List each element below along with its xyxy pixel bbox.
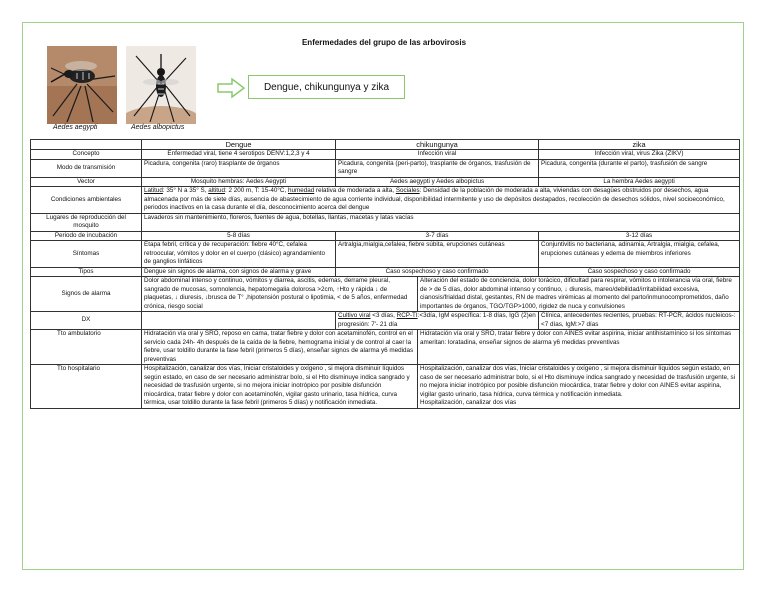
topic-box: Dengue, chikungunya y zika <box>248 75 405 99</box>
sociales-label: Sociales <box>395 187 420 194</box>
row-signos-alarma <box>31 277 740 312</box>
row-reproduccion <box>31 213 740 231</box>
pcr-label: RCP-TI <box>396 312 418 319</box>
row-label: Signos de alarma <box>31 277 142 312</box>
row-condiciones-ambientales <box>31 187 740 214</box>
row-label: Síntomas <box>31 241 142 268</box>
row-label: Tto ambulatorio <box>31 330 142 365</box>
cell-zika: Clínica, antecedentes recientes, pruebas: RT-PCR, ácidos nucleicos-:<7 días, IgM:>7 días <box>539 312 740 330</box>
row-tto-hospitalario <box>31 365 740 409</box>
row-label: Vector <box>31 177 142 187</box>
cultivo-label: Cultivo viral <box>338 312 371 319</box>
row-label: Lugares de reproducción del mosquito <box>31 213 142 231</box>
column-header-dengue: Dengue <box>142 140 336 150</box>
cell-zika: 3-12 días <box>539 231 740 241</box>
row-sintomas <box>31 241 740 268</box>
row-dx <box>31 312 740 330</box>
table-header-row <box>31 140 740 150</box>
row-concepto <box>31 150 740 160</box>
cell-dengue: 5-8 días <box>142 231 336 241</box>
row-label: Condiciones ambientales <box>31 187 142 214</box>
cell-zika: Conjuntivitis no bacteriana, adinamia, Artralgia, mialgia, cefalea, erupciones cutáneas y edema de miembros inferiores <box>539 241 740 268</box>
arbovirosis-table <box>30 139 740 409</box>
row-label: Modo de transmisión <box>31 159 142 177</box>
cell-dengue: Etapa febril, crítica y de recuperación: fiebre 40°C, cefalea retroocular, vómitos y dolor en el cuerpo (clásico) agrandamiento de ganglios linfáticos <box>142 241 336 268</box>
cultivo-value: <3 días, <box>370 312 397 319</box>
arrow-right-icon <box>217 78 245 98</box>
cell-dengue <box>142 312 336 330</box>
cell-chikungunya: Infección viral <box>336 150 539 160</box>
row-tto-ambulatorio <box>31 330 740 365</box>
cell-dengue: Picadura, congenita (raro) trasplante de órganos <box>142 159 336 177</box>
row-label: Tipos <box>31 267 142 277</box>
cell-chikungunya-zika: Hospitalización, canalizar dos vías, Iniciar cristaloides y oxígeno , si mejora disminuir líquidos según estado, en caso de ser necesario administrar bolo, si el Hto disminuye indica sangrado y necesidad de trasfusión urgente, si no mejora iniciar inotrópico por posible disfunción miocárdica, tratar fiebre y dolor con AINES evitar aspirina, vigilar gasto urinario, tasa hídrica, curva térmica y notificación inmediata. Hospitalización, canalizar dos vías <box>418 365 740 409</box>
cell-zika: La hembra Aedes aegypti <box>539 177 740 187</box>
cell-chikungunya: Caso sospechoso y caso confirmado <box>336 267 539 277</box>
cell-dengue: Enfermedad viral, tiene 4 serotipos DENV:1,2,3 y 4 <box>142 150 336 160</box>
column-header-zika: zika <box>539 140 740 150</box>
row-vector <box>31 177 740 187</box>
aedes-albopictus-caption: Aedes albopictus <box>131 124 185 131</box>
cell-dengue: Mosquito hembras: Aedes Aegypti <box>142 177 336 187</box>
cell-dengue: Dolor abdominal intenso y continuo, vómitos y diarrea, ascitis, edemas, derrame pleural, sangrado de mucosas, somnolencia, hepatomegalia dolorosa >2cm, ↑Hto y rápida ↓ de plaquetas, ↓ diuresis, ↓brusca de T° ,hipotensión postural o lipotimia, < de 5 años, enfermedad crónica, riesgo social <box>142 277 418 312</box>
cell-condiciones <box>142 187 740 214</box>
row-label: Periodo de incubación <box>31 231 142 241</box>
latitud-label: Latitud <box>144 187 163 194</box>
cell-zika: Infección viral, virus Zika (ZIKV) <box>539 150 740 160</box>
cell-chikungunya: Aedes aegypti y Aedes albopictus <box>336 177 539 187</box>
cell-chikungunya-zika: Alteración del estado de conciencia, dolor torácico, dificultad para respirar, vómitos o intolerancia vía oral, fiebre de > de 5 días, dolor abdominal intenso y continuo, ↓ diuresis, mareo/debilidad/irritabilidad excesiva, cianosis/frialdad distal, gestantes, RN de madres virémicas al momento del parto/inmunocomprometidos, daño importantes de órganos, TGO/TGP>1000, rigidez de nuca y convulsiones <box>418 277 740 312</box>
row-tipos <box>31 267 740 277</box>
aedes-aegypti-image <box>47 46 117 124</box>
page-title: Enfermedades del grupo de las arbovirosis <box>301 38 467 47</box>
cell-dengue: Hidratación vía oral y SRO, reposo en cama, tratar fiebre y dolor con acetaminofén, control en el servicio cada 24h- 4h después de la caída de la fiebre, hemograma inicial y de control al caer la fiebre, usar toldillo durante la fase febril (primeros 5 días), enseñar signos de alarma y6 medidas preventivas <box>142 330 418 365</box>
altitud-label: altitud <box>208 187 226 194</box>
cell-reproduccion: Lavaderos sin mantenimiento, floreros, fuentes de agua, botellas, llantas, macetas y latas vacías <box>142 213 740 231</box>
mosquito-albopictus-drawing <box>126 46 196 124</box>
humedad-value: relativa de moderada a alta, <box>314 187 396 194</box>
row-label: Concepto <box>31 150 142 160</box>
latitud-value: : 35° N a 35° S, <box>162 187 209 194</box>
aedes-albopictus-image <box>126 46 196 124</box>
cell-chikungunya: Artralgia,mialgia,cefalea, fiebre súbita, erupciones cutáneas <box>336 241 539 268</box>
row-label: Tto hospitalario <box>31 365 142 409</box>
cell-chikungunya: 3-7 días <box>336 231 539 241</box>
cell-zika: Picadura, congenita (durante el parto), trasfusión de sangre <box>539 159 740 177</box>
mosquito-aegypti-drawing <box>47 46 117 124</box>
row-label: DX <box>31 312 142 330</box>
row-incubacion <box>31 231 740 241</box>
pcr-value: :<3día, IgM específica: 1-8 días, IgG (2)en progresión: 7'- 21 día <box>338 312 536 328</box>
aedes-aegypti-caption: Aedes aegypti <box>53 124 98 131</box>
altitud-value: : 2 200 m, T: 15-40°C, <box>225 187 288 194</box>
cell-dengue: Hospitalización, canalizar dos vías, Iniciar cristaloides y oxígeno , si mejora disminuir líquidos según estado, en caso de ser necesario administrar bolo, si el Hto disminuye indica sangrado y necesidad de trasfusión urgente, si no mejora iniciar inotrópico por posible disfunción miocárdica, tratar fiebre y dolor con acetaminofén, vigilar gasto urinario, tasa hídrica, curva térmica, usar toldillo durante la fase febril (primeros 5 días) y notificación inmediata. <box>142 365 418 409</box>
header-empty <box>31 140 142 150</box>
cell-dengue: Dengue sin signos de alarma, con signos de alarma y grave <box>142 267 336 277</box>
row-transmision <box>31 159 740 177</box>
cell-chikungunya: Picadura, congenita (peri-parto), trasplante de órganos, trasfusión de sangre <box>336 159 539 177</box>
cell-chikungunya-zika: Hidratación vía oral y SRO, tratar fiebre y dolor con AINES evitar aspirina, iniciar antihistamínico si los síntomas ameritan: loratadina, enseñar signos de alarma y6 medidas preventivas <box>418 330 740 365</box>
sociales-value: : Densidad de la población de moderada a alta, viviendas con desagües obstruidos por desechos, agua almacenada por más de siete días, ausencia de abastecimiento de agua corriente individual, disponibilidad intermitente y uso de depósitos destapados, recolección de desechos sólidos, nivel socioeconómico, periodos inactivos en la casa durante el día, desconocimiento acerca del dengue <box>144 187 725 211</box>
column-header-chikungunya: chikungunya <box>336 140 539 150</box>
cell-chikungunya <box>336 312 539 330</box>
humedad-label: humedad <box>287 187 315 194</box>
cell-zika: Caso sospechoso y caso confirmado <box>539 267 740 277</box>
